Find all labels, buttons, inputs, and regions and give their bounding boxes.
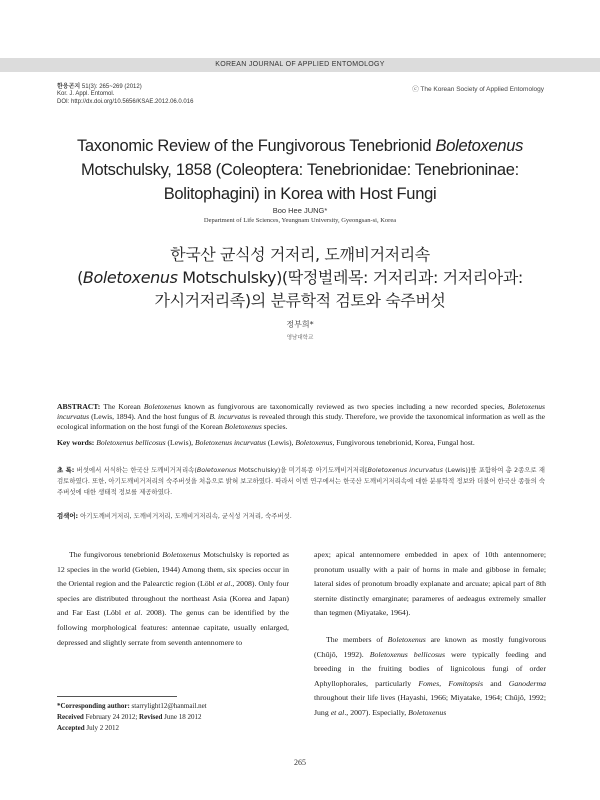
- abstract-kr-species: Boletoxenus incurvatus: [367, 466, 443, 474]
- journal-name: KOREAN JOURNAL OF APPLIED ENTOMOLOGY: [215, 61, 385, 68]
- body-column-left: [57, 548, 289, 650]
- title-english: [60, 134, 540, 206]
- revised-date: June 18 2012: [162, 713, 202, 721]
- title-en-text: Taxonomic Review of the Fungivorous Tenebrionid: [76, 137, 436, 155]
- body-column-right: [314, 548, 546, 721]
- keywords-kr-label: 검색어:: [57, 512, 79, 520]
- body-text: ., 2007). Especially,: [344, 707, 409, 717]
- keywords-english: [57, 438, 545, 448]
- accepted-label: Accepted: [57, 724, 85, 732]
- abstract-kr-text: 버섯에서 서식하는 한국산 도깨비거저리속(: [74, 466, 197, 474]
- received-label: Received: [57, 713, 84, 721]
- body-text: . 2008). The genus can be identified by the following morphological features: antennae capitate, usually enlarged, depressed and slightly serrate from seventh antennomere to: [57, 608, 289, 647]
- title-en-genus: Boletoxenus: [435, 137, 524, 155]
- abstract-text: The Korean: [100, 402, 144, 411]
- title-korean: [60, 243, 540, 312]
- abstract-label: ABSTRACT:: [57, 402, 101, 411]
- copyright-notice: ⓒ The Korean Society of Applied Entomology: [412, 86, 544, 93]
- keyword-species: Boletoxenus incurvatus: [194, 438, 267, 447]
- body-etal: et al: [124, 608, 141, 618]
- title-kr-text: Motschulsky)(딱정벌레목: 거저리과: 거저리아과:: [177, 268, 523, 287]
- author-english: Boo Hee JUNG*: [272, 206, 328, 215]
- received-date: February 24 2012;: [83, 713, 140, 721]
- body-paragraph: apex; apical antennomere embedded in apex of 10th antennomere; pronotum usually with a pair of horns in male and gibbose in female; lateral sides of pronotum broadly explanate and arcuate; apical part of 8th sternite distinctly emarginate; parameres of aedeagus extremely smaller than tegmen (Miyatake, 1964).: [314, 550, 546, 618]
- abstract-text: known as fungivorous are taxonomically reviewed as two species including a new recorded species,: [181, 402, 508, 411]
- title-kr-genus: Boletoxenus: [82, 268, 178, 287]
- abstract-genus: Boletoxenus: [143, 402, 182, 411]
- body-etal: et al: [216, 579, 231, 589]
- accepted-date-line: [57, 723, 289, 734]
- affiliation-korean: 영남대학교: [286, 335, 314, 341]
- accepted-date: July 2 2012: [84, 724, 120, 732]
- abstract-korean: [57, 465, 545, 498]
- body-text: The members of: [326, 634, 388, 644]
- abstract-species: B. incurvatus: [209, 412, 251, 422]
- body-genus: Boletoxenus: [162, 550, 201, 559]
- journal-abbrev-kr: 한응곤지: [57, 84, 81, 90]
- title-kr-line-3: 가시거저리족)의 분류학적 검토와 숙주버섯: [154, 291, 446, 310]
- body-text: Motschulsky is reported as 12 species in the world (Gebien, 1944) Among them, six species occur in the Oriental region and the Palearctic region (Löbl: [57, 550, 289, 589]
- body-species: Boletoxenus bellicosus: [369, 649, 445, 659]
- body-text: throughout their life lives (Hayashi, 1966; Miyatake, 1964; Chûjô, 1992; Jung: [314, 693, 546, 717]
- body-genus: Ganoderma: [508, 678, 546, 688]
- abstract-text: is revealed through this study. Therefore, we provide the taxonomical information as well as the ecological information on the host fungi of the Korean: [57, 412, 545, 432]
- abstract-kr-label: 초 록:: [57, 466, 75, 474]
- title-en-line-1: [60, 134, 540, 158]
- body-paragraph: [57, 548, 289, 650]
- citation-line-2: Kor. J. Appl. Entomol.: [57, 91, 115, 98]
- author-korean: 정부희*: [286, 320, 314, 329]
- citation-line-1: [57, 84, 317, 91]
- abstract-kr-text: Motschulsky)을 미기록종 아기도깨비거저리[: [236, 466, 368, 474]
- title-kr-line-1: 한국산 균식성 거저리, 도깨비거저리속: [170, 245, 430, 264]
- corresponding-author: [57, 701, 289, 712]
- body-text: ., 2008). Only four species are distributed throughout the northeast Asia (Korea and Japan) and Far East (Löbl: [57, 579, 289, 618]
- keyword-text: Fungivorous tenebrionid, Korea, Fungal host.: [334, 438, 475, 447]
- body-text: The fungivorous tenebrionid: [69, 550, 163, 559]
- page-number: 265: [294, 758, 306, 767]
- footnotes: [57, 701, 289, 734]
- title-en-line-2: Motschulsky, 1858 (Coleoptera: Tenebrionidae: Tenebrioninae:: [81, 161, 519, 179]
- journal-header-bar: [0, 58, 600, 72]
- abstract-kr-genus: Boletoxenus: [196, 466, 237, 474]
- corr-label: *Corresponding author:: [57, 702, 130, 710]
- keywords-label: Key words:: [57, 438, 95, 447]
- abstract-genus: Boletoxenus: [224, 422, 262, 432]
- keyword-text: (Lewis),: [266, 438, 296, 447]
- title-en-line-3: Bolitophagini) in Korea with Host Fungi: [163, 185, 437, 203]
- keyword-text: (Lewis),: [165, 438, 195, 447]
- abstract-species: Boletoxenus incurvatus: [57, 402, 545, 422]
- body-text: are known as mostly fungivorous (Chûjô, 1992).: [314, 634, 546, 659]
- citation-block: [57, 84, 317, 106]
- body-genus: Boletoxenus: [408, 707, 447, 717]
- keywords-kr-text: 아기도깨비거저리, 도깨비거저리, 도깨비거저리속, 균식성 거저리, 숙주버섯.: [78, 512, 292, 520]
- abstract-text: (Lewis, 1894). And the host fungus of: [89, 412, 210, 422]
- body-text: were typically feeding and breeding in the fruiting bodies of lignicolous fungi of order Aphyllophorales, particularly: [314, 649, 546, 688]
- title-kr-paren: (: [77, 268, 83, 287]
- abstract-kr-text: (Lewis)]를 포함하여 총 2종으로 재검토하였다. 또한, 아기도깨비거저리의 숙주버섯을 처음으로 밝혀 보고하였다. 따라서 이번 연구에서는 한국산 도깨비거저리속에 대한 분류학적 정보와 더불어 한국산 종들의 숙주버섯에 대한 생태적 정보를 제공하였다.: [57, 466, 545, 496]
- body-genus: Fomes, Fomitopsis: [418, 678, 483, 688]
- footnote-divider: [57, 696, 177, 697]
- keyword-genus: Boletoxenus,: [295, 438, 335, 447]
- body-paragraph: [314, 633, 546, 721]
- affiliation-english: Department of Life Sciences, Yeungnam University, Gyeongsan-si, Korea: [203, 217, 397, 224]
- revised-label: Revised: [139, 713, 163, 721]
- abstract-english: [57, 402, 545, 433]
- corr-email[interactable]: starrylight12@hanmail.net: [129, 702, 207, 710]
- keywords-korean: [57, 511, 545, 522]
- volume-pages: 51(3): 265~269 (2012): [80, 84, 142, 90]
- doi-link[interactable]: DOI: http://dx.doi.org/10.5656/KSAE.2012.06.0.016: [57, 98, 194, 105]
- title-kr-line-2: [60, 266, 540, 289]
- received-revised-dates: [57, 712, 289, 723]
- abstract-text: species.: [261, 422, 288, 432]
- body-genus: Boletoxenus: [387, 634, 426, 644]
- body-etal: et al: [330, 707, 345, 717]
- keyword-species: Boletoxenus bellicosus: [94, 438, 166, 447]
- body-text: and: [483, 678, 509, 688]
